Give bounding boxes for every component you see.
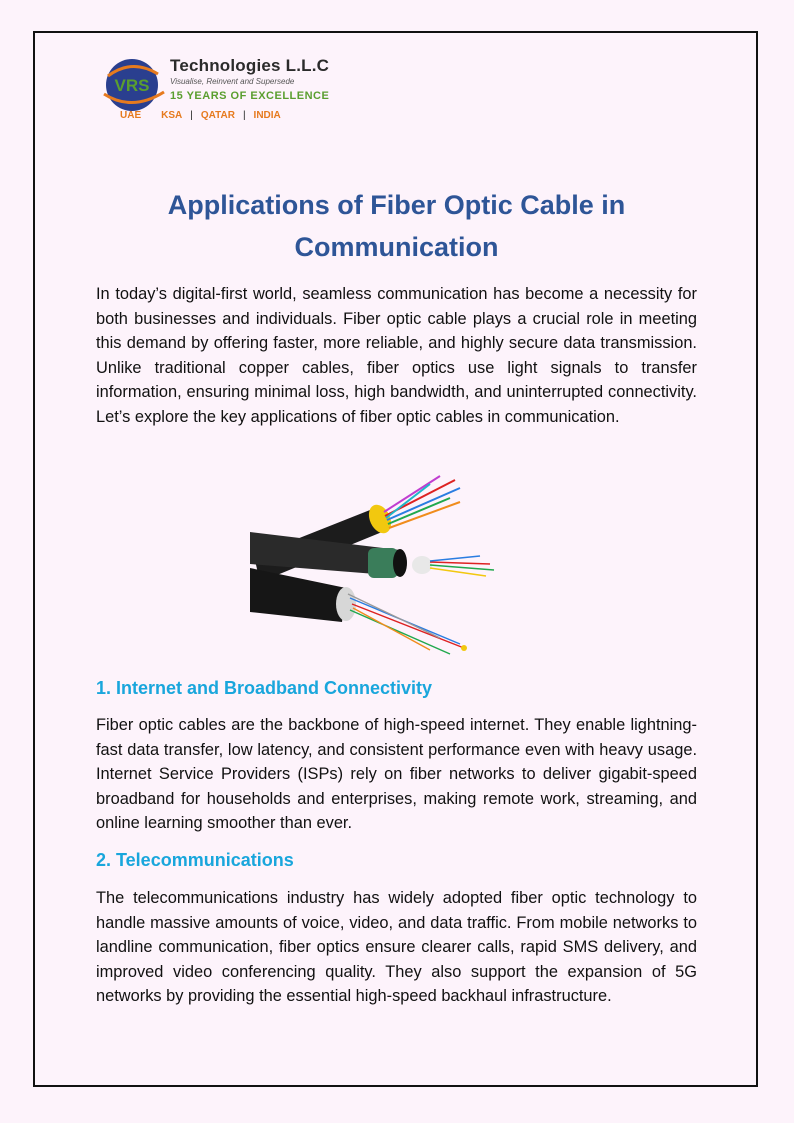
logo-regions: UAE KSA | QATAR | INDIA xyxy=(120,110,281,121)
region-qatar: QATAR xyxy=(200,110,235,121)
svg-text:VRS: VRS xyxy=(114,76,150,95)
intro-paragraph: In today’s digital-first world, seamless communication has become a necessity for both businesses and individuals. Fiber optic cable plays a crucial role in meeting this demand by offering faster, more reliable, and highly secure data transmission. Unlike traditional copper cables, fiber optics use light signals to transfer information, ensuring minimal loss, high bandwidth, and uninterrupted connectivity. Let’s explore the key applications of fiber optic cables in communication. xyxy=(96,285,697,426)
region-uae: UAE xyxy=(120,110,142,121)
region-india: INDIA xyxy=(253,110,281,121)
company-logo xyxy=(98,52,338,127)
logo-tagline: Visualise, Reinvent and Supersede xyxy=(170,77,295,86)
section-heading-internet: 1. Internet and Broadband Connectivity xyxy=(96,678,433,698)
section-body-internet: Fiber optic cables are the backbone of high-speed internet. They enable lightning-fast data transfer, low latency, and consistent performance even with heavy usage. Internet Service Providers (ISPs) rely on fiber networks to deliver gigabit-speed broadband for households and enterprises, making remote work, streaming, and online learning smoother than ever. xyxy=(96,716,697,833)
globe-logo-icon xyxy=(98,54,170,116)
logo-company-name: Technologies L.L.C xyxy=(170,56,330,75)
fiber-optic-cable-image xyxy=(250,472,500,658)
logo-years-badge: 15 YEARS OF EXCELLENCE xyxy=(170,90,330,102)
section-body-telecom: The telecommunications industry has widely adopted fiber optic technology to handle massive amounts of voice, video, and data traffic. From mobile networks to landline communication, fiber optics ensure clearer calls, rapid SMS delivery, and improved video conferencing quality. They also support the expansion of 5G networks by providing the essential high-speed backhaul infrastructure. xyxy=(96,889,697,1006)
page-title: Applications of Fiber Optic Cable in Communication xyxy=(167,190,626,263)
region-ksa: KSA xyxy=(161,110,183,121)
section-heading-telecom: 2. Telecommunications xyxy=(96,850,294,870)
